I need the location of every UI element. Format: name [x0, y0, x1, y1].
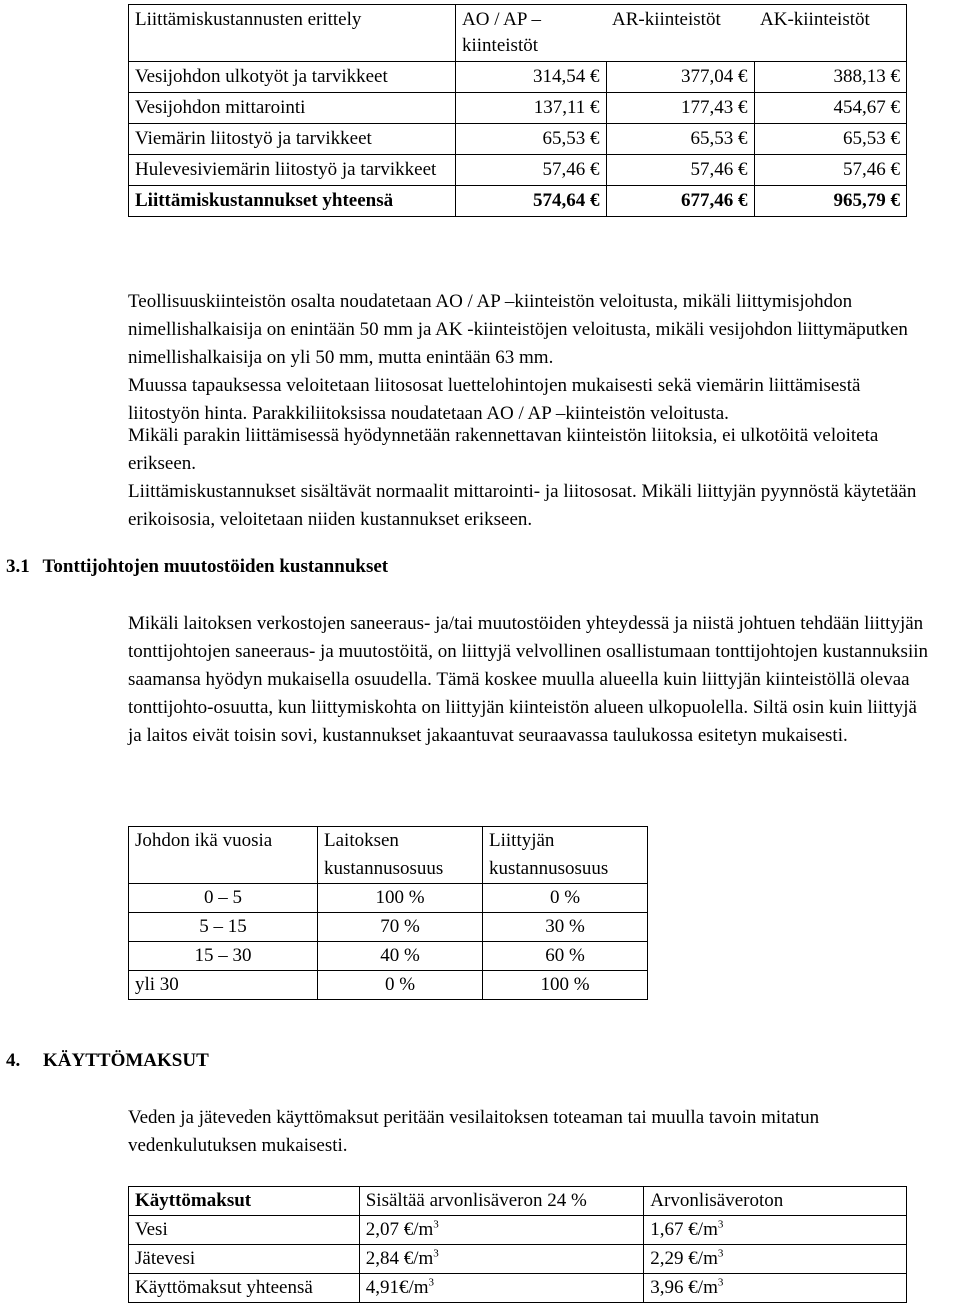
customer-share: 100 % — [483, 971, 648, 1000]
special-parts-paragraph: Liittämiskustannukset sisältävät normaalit mittarointi- ja liitososat. Mikäli liittyjän pyynnöstä käytetään erikoisosia, veloitetaan niiden kustannukset erikseen. — [128, 481, 917, 530]
row-label: Vesijohdon ulkotyöt ja tarvikkeet — [129, 62, 456, 93]
section-4-heading — [6, 1050, 209, 1072]
age-cell: 15 – 30 — [129, 942, 318, 971]
row-label: Vesijohdon mittarointi — [129, 93, 456, 124]
table-row — [129, 1274, 907, 1303]
ar-value: 177,43 € — [606, 93, 754, 124]
table-row — [129, 1245, 907, 1274]
ao-value: 314,54 € — [456, 62, 607, 93]
utility-share: 100 % — [318, 884, 483, 913]
gross-price — [359, 1274, 644, 1303]
row-label: Hulevesiviemärin liitostyö ja tarvikkeet — [129, 155, 456, 186]
ak-value: 65,53 € — [754, 124, 907, 155]
ao-value: 137,11 € — [456, 93, 607, 124]
unit-exponent: 3 — [717, 1247, 724, 1260]
age-cell: yli 30 — [129, 971, 318, 1000]
total-row — [129, 186, 907, 217]
table-row — [129, 155, 907, 186]
net-price-text: 2,29 €/m — [650, 1248, 718, 1269]
ak-total: 965,79 € — [754, 186, 907, 217]
gross-price-text: 4,91€/m — [365, 1277, 429, 1298]
table-row — [129, 942, 648, 971]
fee-label: Jätevesi — [129, 1245, 360, 1274]
header-cell: Arvonlisäveroton — [644, 1187, 907, 1216]
age-cell: 5 – 15 — [129, 913, 318, 942]
total-label: Liittämiskustannukset yhteensä — [129, 186, 456, 217]
header-cell: AR-kiinteistöt — [606, 5, 754, 62]
cost-share-table — [128, 826, 648, 1000]
customer-share: 60 % — [483, 942, 648, 971]
unit-exponent: 3 — [717, 1276, 724, 1289]
unit-exponent: 3 — [433, 1218, 439, 1231]
net-price-text: 1,67 €/m — [650, 1219, 718, 1240]
gross-price-text: 2,84 €/m — [365, 1248, 434, 1269]
section-number: 3.1 — [6, 556, 30, 577]
table-row — [129, 124, 907, 155]
section-number: 4. — [6, 1050, 21, 1071]
connection-cost-table — [128, 4, 907, 217]
customer-share: 0 % — [483, 884, 648, 913]
industrial-paragraph: Teollisuuskiinteistön osalta noudatetaan AO / AP –kiinteistön veloitusta, mikäli liittymisjohdon nimellishalkaisija on enintään 50 mm ja AK -kiinteistöjen veloitusta, mikäli vesijohdon liittymäputken nimellishalkaisija on yli 50 mm, mutta enintään 63 mm. — [128, 291, 908, 368]
section-title: Tonttijohtojen muutostöiden kustannukset — [42, 556, 389, 577]
table-row — [129, 93, 907, 124]
header-cell: Liittämiskustannusten erittely — [129, 5, 456, 62]
table-header-row — [129, 1187, 907, 1216]
ak-value: 454,67 € — [754, 93, 907, 124]
table-header-row — [129, 5, 907, 62]
row-label: Viemärin liitostyö ja tarvikkeet — [129, 124, 456, 155]
gross-price — [359, 1245, 644, 1274]
header-cell: AO / AP – kiinteistöt — [456, 5, 607, 62]
table-row — [129, 62, 907, 93]
table-row — [129, 884, 648, 913]
unit-exponent: 3 — [433, 1247, 439, 1260]
header-cell: AK-kiinteistöt — [754, 5, 907, 62]
gross-price-text: 2,07 €/m — [365, 1219, 434, 1240]
net-price — [644, 1274, 907, 1303]
table-row — [129, 971, 648, 1000]
utility-share: 70 % — [318, 913, 483, 942]
ar-total: 677,46 € — [606, 186, 754, 217]
ao-value: 65,53 € — [456, 124, 607, 155]
usage-fee-table — [128, 1186, 907, 1303]
ar-value: 377,04 € — [606, 62, 754, 93]
age-cell: 0 – 5 — [129, 884, 318, 913]
other-cases-paragraph: Muussa tapauksessa veloitetaan liitososat luettelohintojen mukaisesti sekä viemärin liittämisestä liitostyön hinta. Parakkiliitoksissa noudatetaan AO / AP –kiinteistön veloitusta. — [128, 375, 861, 424]
unit-exponent: 3 — [428, 1276, 435, 1289]
fee-label: Käyttömaksut yhteensä — [129, 1274, 360, 1303]
ao-total: 574,64 € — [456, 186, 607, 217]
gross-price — [359, 1216, 644, 1245]
ak-value: 57,46 € — [754, 155, 907, 186]
net-price — [644, 1245, 907, 1274]
section-4-body: Veden ja jäteveden käyttömaksut peritään vesilaitoksen toteaman tai muulla tavoin mitatun vedenkulutuksen mukaisesti. — [128, 1107, 820, 1156]
net-price — [644, 1216, 907, 1245]
barracks-paragraph: Mikäli parakin liittämisessä hyödynnetään rakennettavan kiinteistön liitoksia, ei ulkotöitä veloiteta erikseen. — [128, 425, 879, 474]
header-cell: Käyttömaksut — [129, 1187, 360, 1216]
customer-share: 30 % — [483, 913, 648, 942]
unit-exponent: 3 — [717, 1218, 724, 1231]
table-row — [129, 1216, 907, 1245]
header-cell: Laitoksen kustannusosuus — [318, 827, 483, 884]
section-3-1-body: Mikäli laitoksen verkostojen saneeraus- ja/tai muutostöiden yhteydessä ja niistä johtuen tehdään liittyjän tonttijohtojen saneeraus- ja muutostöitä, on liittyjä velvollinen osallistumaan tonttijohtojen kustannuksiin saamansa hyödyn mukaisella osuudella. Tämä koskee muulla alueella kuin liittyjän kiinteistöllä olevaa tonttijohto-osuutta, kun liittymiskohta on liittyjän kiinteistön alueen ulkopuolella. Siltä osin kuin liittyjä ja laitos eivät toisin sovi, kustannukset jakaantuvat seuraavassa taulukossa esitetyn mukaisesti. — [128, 613, 929, 746]
section-3-1-heading — [6, 556, 388, 578]
utility-share: 0 % — [318, 971, 483, 1000]
header-cell: Johdon ikä vuosia — [129, 827, 318, 884]
ao-value: 57,46 € — [456, 155, 607, 186]
fee-label: Vesi — [129, 1216, 360, 1245]
table-header-row — [129, 827, 648, 884]
section-title: KÄYTTÖMAKSUT — [43, 1050, 209, 1071]
net-price-text: 3,96 €/m — [650, 1277, 718, 1298]
utility-share: 40 % — [318, 942, 483, 971]
table-row — [129, 913, 648, 942]
ak-value: 388,13 € — [754, 62, 907, 93]
header-cell: Liittyjän kustannusosuus — [483, 827, 648, 884]
header-cell: Sisältää arvonlisäveron 24 % — [359, 1187, 644, 1216]
ar-value: 65,53 € — [606, 124, 754, 155]
ar-value: 57,46 € — [606, 155, 754, 186]
